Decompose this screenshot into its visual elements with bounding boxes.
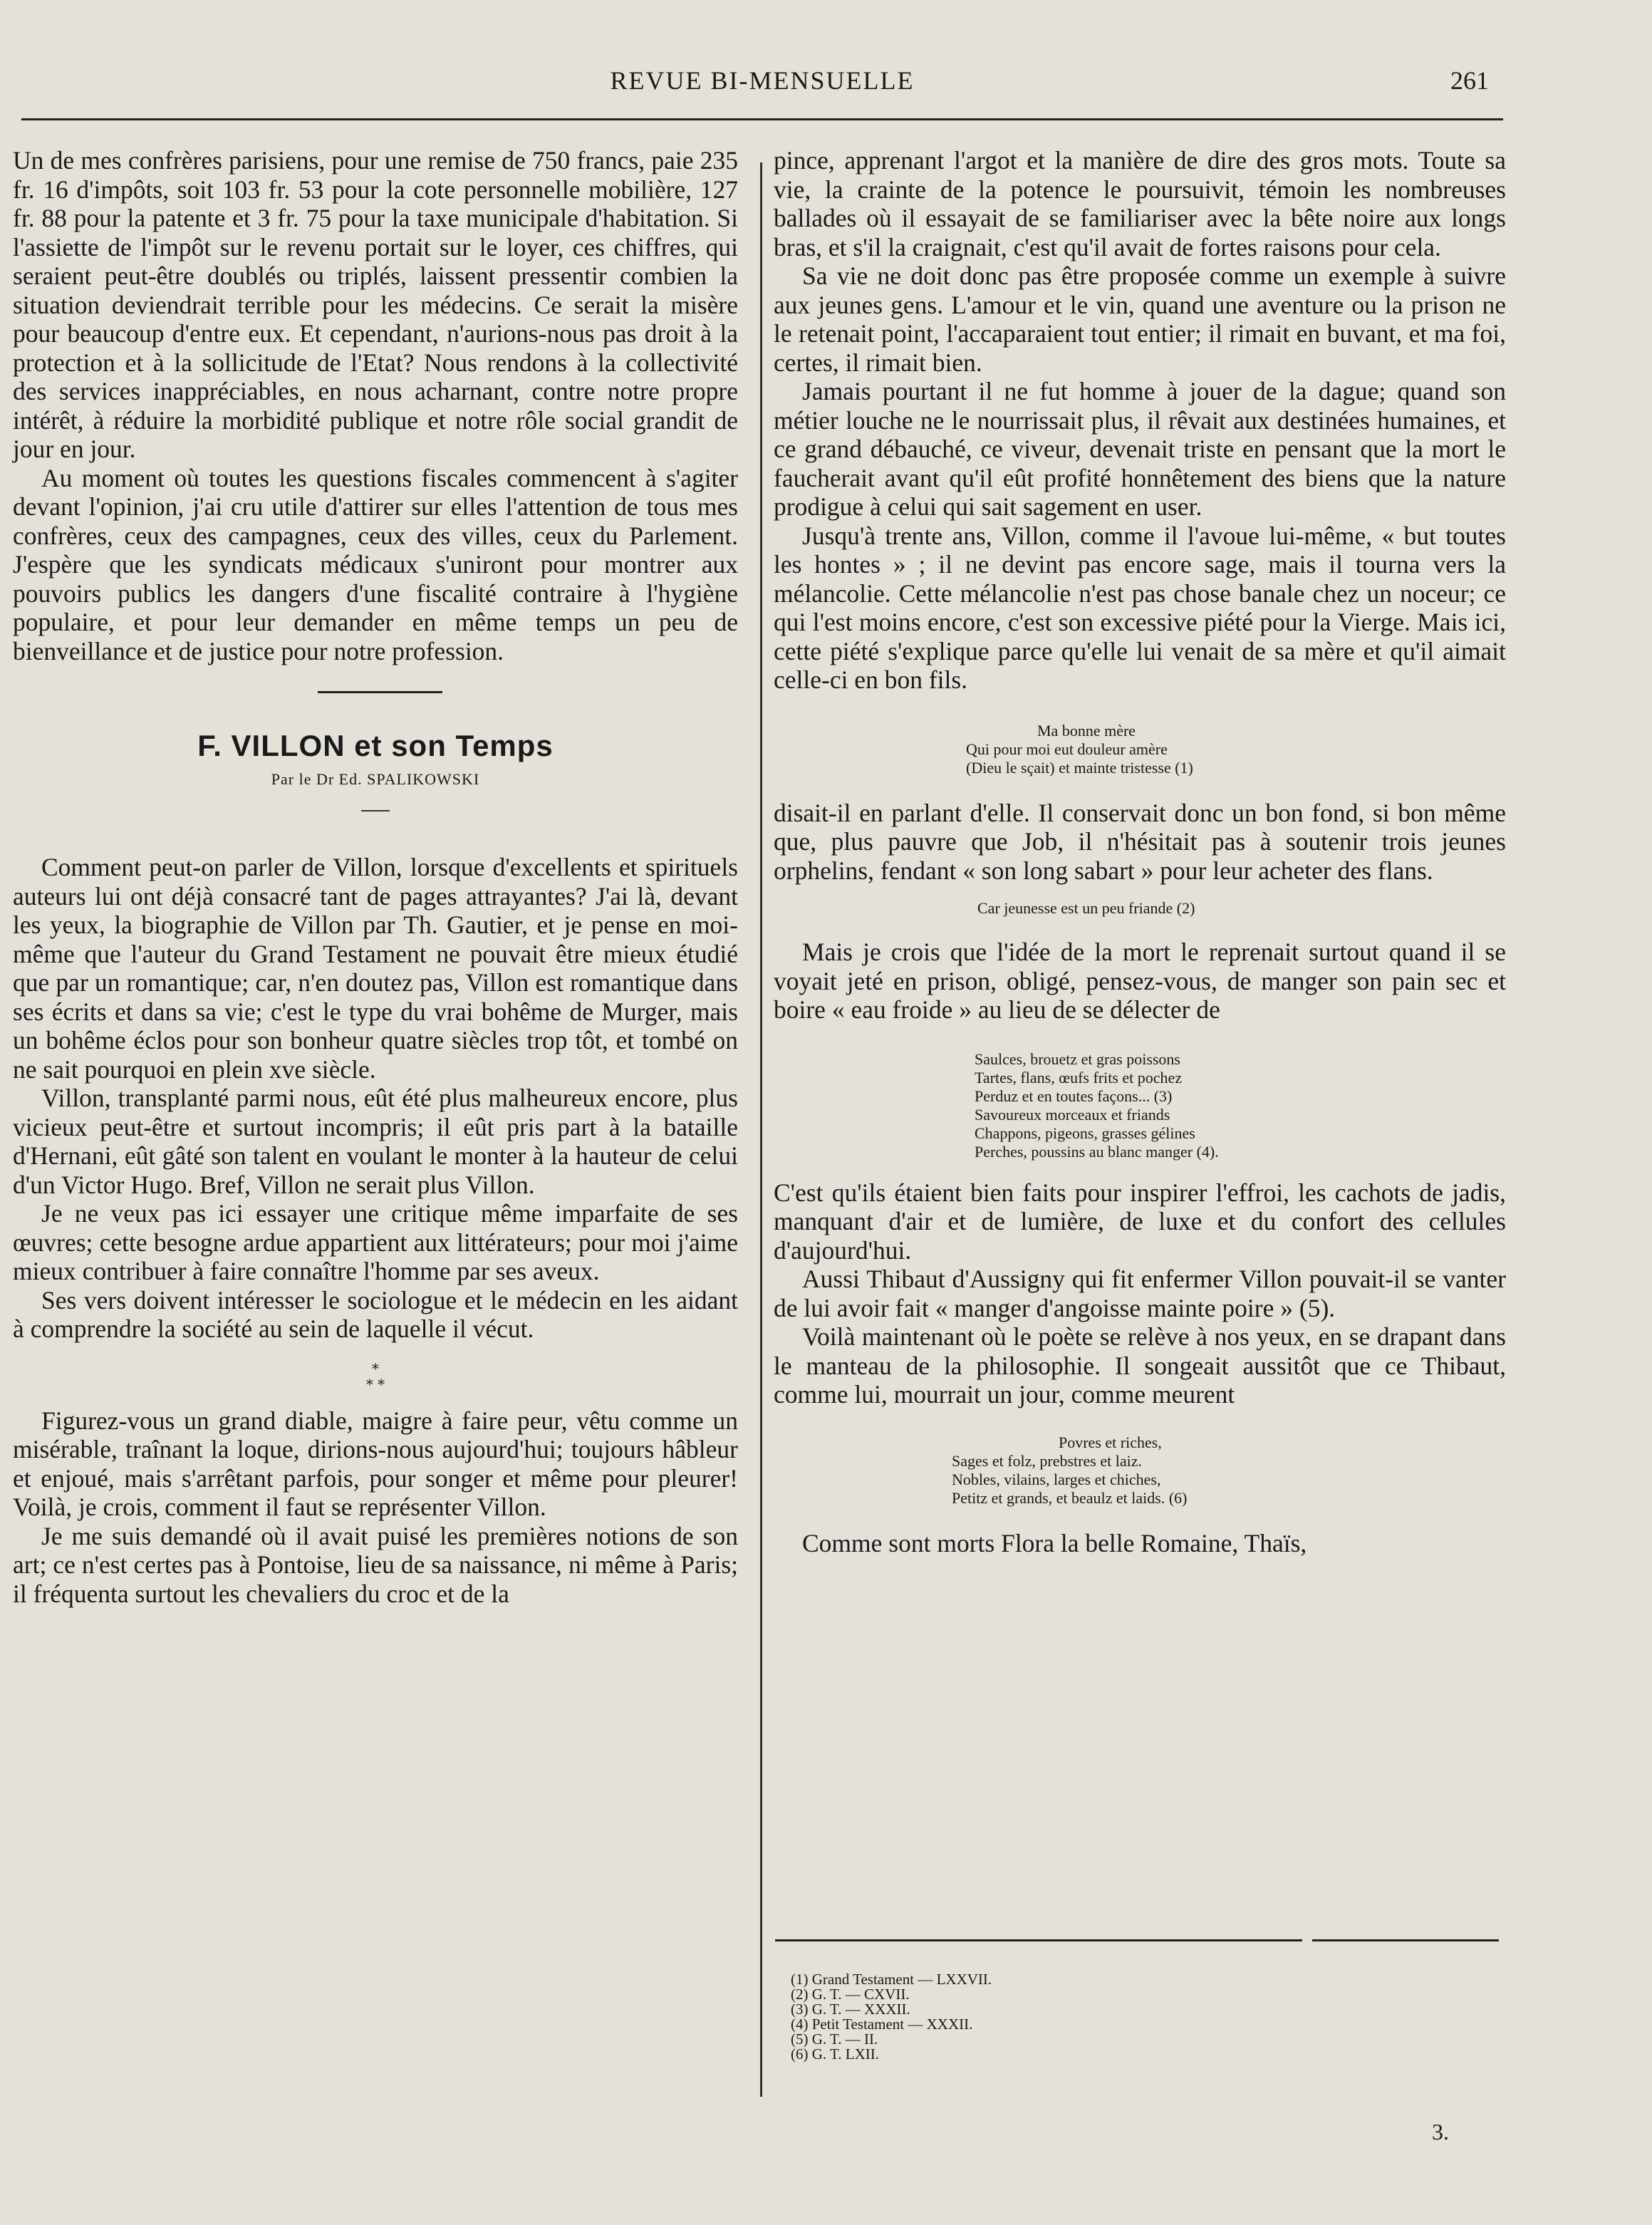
footnote: (2) G. T. — CXVII. (791, 1986, 910, 2003)
paragraph: Aussi Thibaut d'Aussigny qui fit enfermer Villon pouvait-il se vanter de lui avoir fait « manger d'angoisse mainte poire » (5). (774, 1265, 1506, 1322)
verse-line: Povres et riches, (1059, 1433, 1162, 1451)
verse-line: Perduz et en toutes façons... (3) (975, 1086, 1173, 1105)
verse-quote (952, 1433, 1506, 1508)
paragraph: Sa vie ne doit donc pas être proposée comme un exemple à suivre aux jeunes gens. L'amour et le vin, quand une aventure ou la prison ne le retenait point, l'accaparaient tout entier; il rimait en buvant, et ma foi, certes, il rimait bien. (774, 261, 1506, 377)
paragraph: disait-il en parlant d'elle. Il conservait donc un bon fond, si bon même que, plus pauvre que Job, il n'hésitait pas à soutenir trois jeunes orphelins, fendant « son long sabart » pour leur acheter des flans. (774, 798, 1506, 885)
verse-quote (966, 722, 1506, 777)
footnote: (1) Grand Testament — LXXVII. (791, 1971, 992, 1988)
footnote-rule (775, 1939, 1302, 1941)
paragraph: Je ne veux pas ici essayer une critique même imparfaite de ses œuvres; cette besogne ardue appartient aux littérateurs; pour moi j'aime mieux contribuer à faire connaître l'homme par ses aveux. (13, 1199, 738, 1285)
paragraph: Jusqu'à trente ans, Villon, comme il l'avoue lui-même, « but toutes les hontes » ; il ne devint pas encore sage, mais il tourna vers la mélancolie. Cette mélancolie n'est pas chose banale chez un noceur; ce qui l'est moins encore, c'est son excessive piété pour la Vierge. Mais ici, cette piété s'explique parce qu'elle lui venait de sa mère et qu'il aimait celle-ci en bon fils. (774, 521, 1506, 694)
paragraph: Comment peut-on parler de Villon, lorsque d'excellents et spirituels auteurs lui ont déjà consacré tant de pages attrayantes? J'ai là, devant les yeux, la biographie de Villon par Th. Gautier, et je pense en moi-même que l'auteur du Grand Testament ne pouvait être mieux étudié que par un romantique; car, n'en doutez pas, Villon est romantique dans ses écrits et dans sa vie; c'est le type du vrai bohême de Murger, mais un bohême éclos pour son bonheur quatre siècles trop tôt, et tombé on ne sait pourquoi en plein xve siècle. (13, 853, 738, 1084)
page-number: 261 (1450, 66, 1489, 95)
footnote: (3) G. T. — XXXII. (791, 2001, 910, 2018)
paragraph: pince, apprenant l'argot et la manière de dire des gros mots. Toute sa vie, la crainte de la potence le poursuivit, témoin les nombreuses ballades où il essayait de se familiariser avec la bête noire aux longs bras, et s'il la craignait, c'est qu'il avait de fortes raisons pour cela. (774, 146, 1506, 261)
paragraph: Mais je crois que l'idée de la mort le reprenait surtout quand il se voyait jeté en prison, obligé, pensez-vous, de manger son pain sec et boire « eau froide » au lieu de se délecter de (774, 938, 1506, 1024)
paragraph: Jamais pourtant il ne fut homme à jouer de la dague; quand son métier louche ne le nourrissait plus, il rêvait aux destinées humaines, et ce grand débauché, ce viveur, devenait triste en pensant que la mort le faucherait avant qu'il eût profité honnêtement des biens que la nature prodigue à celui qui sait sagement en user. (774, 377, 1506, 521)
journal-title: REVUE BI-MENSUELLE (610, 66, 915, 95)
paragraph: Figurez-vous un grand diable, maigre à faire peur, vêtu comme un misérable, traînant la loque, dirions-nous aujourd'hui; toujours hâbleur et enjoué, mais s'arrêtant parfois, pour songer et même pour pleurer! Voilà, je crois, comment il faut se représenter Villon. (13, 1406, 738, 1521)
verse-line: Petitz et grands, et beaulz et laids. (6) (952, 1488, 1188, 1507)
verse-line: Savoureux morceaux et friands (975, 1105, 1170, 1124)
paragraph: Voilà maintenant où le poète se relève à nos yeux, en se drapant dans le manteau de la philosophie. Il songeait aussitôt que ce Thibaut, comme lui, mourrait un jour, comme meurent (774, 1322, 1506, 1409)
asterism: * * * (365, 1359, 385, 1393)
footnote: (6) G. T. LXII. (791, 2045, 880, 2063)
verse-line: Qui pour moi eut douleur amère (966, 740, 1168, 758)
footnote-rule (1312, 1939, 1499, 1941)
footnote: (4) Petit Testament — XXXII. (791, 2016, 973, 2033)
page-header (21, 66, 1503, 108)
paragraph: Villon, transplanté parmi nous, eût été plus malheureux encore, plus vicieux peut-être et surtout incompris; il eût pris part à la bataille d'Hernani, eût gâté son talent en voulant le monter à la hauteur de celui d'un Victor Hugo. Bref, Villon ne serait plus Villon. (13, 1084, 738, 1199)
verse-line: Car jeunesse est un peu friande (2) (977, 899, 1195, 917)
verse-line: Tartes, flans, œufs frits et pochez (975, 1068, 1183, 1086)
left-column (13, 146, 738, 1608)
section-rule (318, 691, 442, 693)
paragraph: Au moment où toutes les questions fiscales commencent à s'agiter devant l'opinion, j'ai cru utile d'attirer sur elles l'attention de tous mes confrères, ceux des campagnes, ceux des villes, ceux du Parlement. J'espère que les syndicats médicaux s'uniront pour montrer aux pouvoirs publics les dangers d'une fiscalité contraire à l'hygiène populaire, et pour leur demander en même temps un peu de bienveillance et de justice pour notre profession. (13, 463, 738, 665)
paragraph: C'est qu'ils étaient bien faits pour inspirer l'effroi, les cachots de jadis, manquant d'air et de lumière, de luxe et du confort des cellules d'aujourd'hui. (774, 1178, 1506, 1265)
column-divider (760, 162, 762, 2097)
signature-number: 3. (1432, 2119, 1449, 2144)
header-rule (21, 118, 1503, 120)
right-column (774, 146, 1506, 1557)
footnotes (791, 1972, 992, 2062)
byline-rule (361, 810, 390, 811)
verse-line: Saulces, brouetz et gras poissons (975, 1049, 1180, 1068)
article-title: F. VILLON et son Temps (197, 729, 554, 762)
verse-quote (975, 1050, 1506, 1161)
paragraph: Un de mes confrères parisiens, pour une remise de 750 francs, paie 235 fr. 16 d'impôts, soit 103 fr. 53 pour la cote personnelle mobilière, 127 fr. 88 pour la patente et 3 fr. 75 pour la taxe municipale d'habitation. Si l'assiette de l'impôt sur le revenu portait sur le loyer, ces chiffres, qui seraient peut-être doublés ou triplés, laissent pressentir combien la situation deviendrait terrible pour les médecins. Ce serait la misère pour beaucoup d'entre eux. Et cependant, n'aurions-nous pas droit à la protection et à la sollicitude de l'Etat? Nous rendons à la collectivité des services inappréciables, en nous acharnant, contre notre propre intérêt, à réduire la morbidité publique et notre rôle social grandit de jour en jour. (13, 146, 738, 463)
verse-quote (977, 899, 1506, 918)
verse-line: Chappons, pigeons, grasses gélines (975, 1124, 1195, 1142)
paragraph: Ses vers doivent intéresser le sociologue et le médecin en les aidant à comprendre la société au sein de laquelle il vécut. (13, 1285, 738, 1343)
footnote: (5) G. T. — II. (791, 2030, 878, 2048)
verse-line: Perches, poussins au blanc manger (4). (975, 1142, 1219, 1161)
verse-line: Sages et folz, prebstres et laiz. (952, 1451, 1142, 1470)
paragraph: Comme sont morts Flora la belle Romaine, Thaïs, (802, 1528, 1307, 1557)
article-byline: Par le Dr Ed. SPALIKOWSKI (271, 770, 480, 788)
paragraph: Je me suis demandé où il avait puisé les premières notions de son art; ce n'est certes pas à Pontoise, lieu de sa naissance, ni même à Paris; il fréquenta surtout les chevaliers du croc et de la (13, 1521, 738, 1608)
verse-line: Nobles, vilains, larges et chiches, (952, 1470, 1161, 1488)
verse-line: (Dieu le sçait) et mainte tristesse (1) (966, 758, 1193, 777)
verse-line: Ma bonne mère (1037, 721, 1136, 740)
